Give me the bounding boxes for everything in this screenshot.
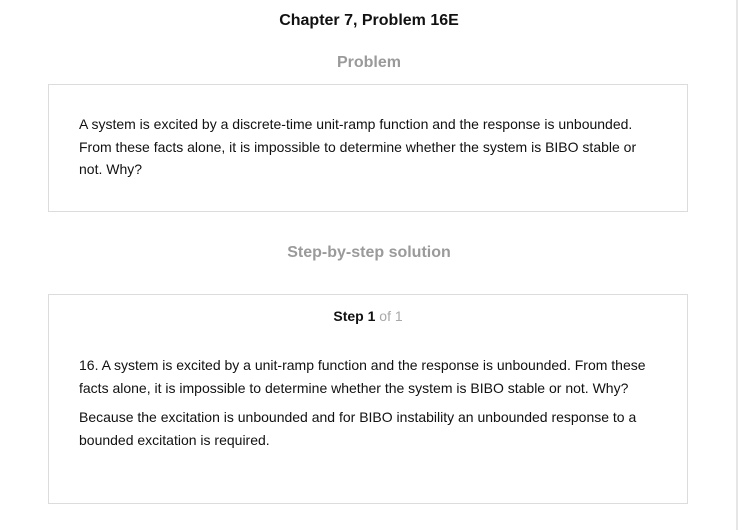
step-header <box>49 308 687 324</box>
problem-card <box>48 84 688 212</box>
problem-heading: Problem <box>336 54 401 71</box>
step-paragraph: 16. A system is excited by a unit-ramp function and the response is unbounded. From these facts alone, it is impossible to determine whether the system is BIBO stable or not. Why? <box>79 357 646 396</box>
problem-text: A system is excited by a discrete-time unit-ramp function and the response is unbounded. From these facts alone, it is impossible to determine whether the system is BIBO stable or not. Why? <box>79 116 637 177</box>
solution-heading: Step-by-step solution <box>287 244 451 261</box>
step-label <box>333 308 375 324</box>
step-label-text: Step <box>333 308 364 324</box>
step-total: of 1 <box>379 308 403 324</box>
step-number: 1 <box>367 308 376 324</box>
step-paragraph: Because the excitation is unbounded and for BIBO instability an unbounded response to a bounded excitation is required. <box>79 409 637 448</box>
step-card <box>48 294 688 504</box>
step-body <box>79 354 664 458</box>
page-title: Chapter 7, Problem 16E <box>279 12 459 29</box>
